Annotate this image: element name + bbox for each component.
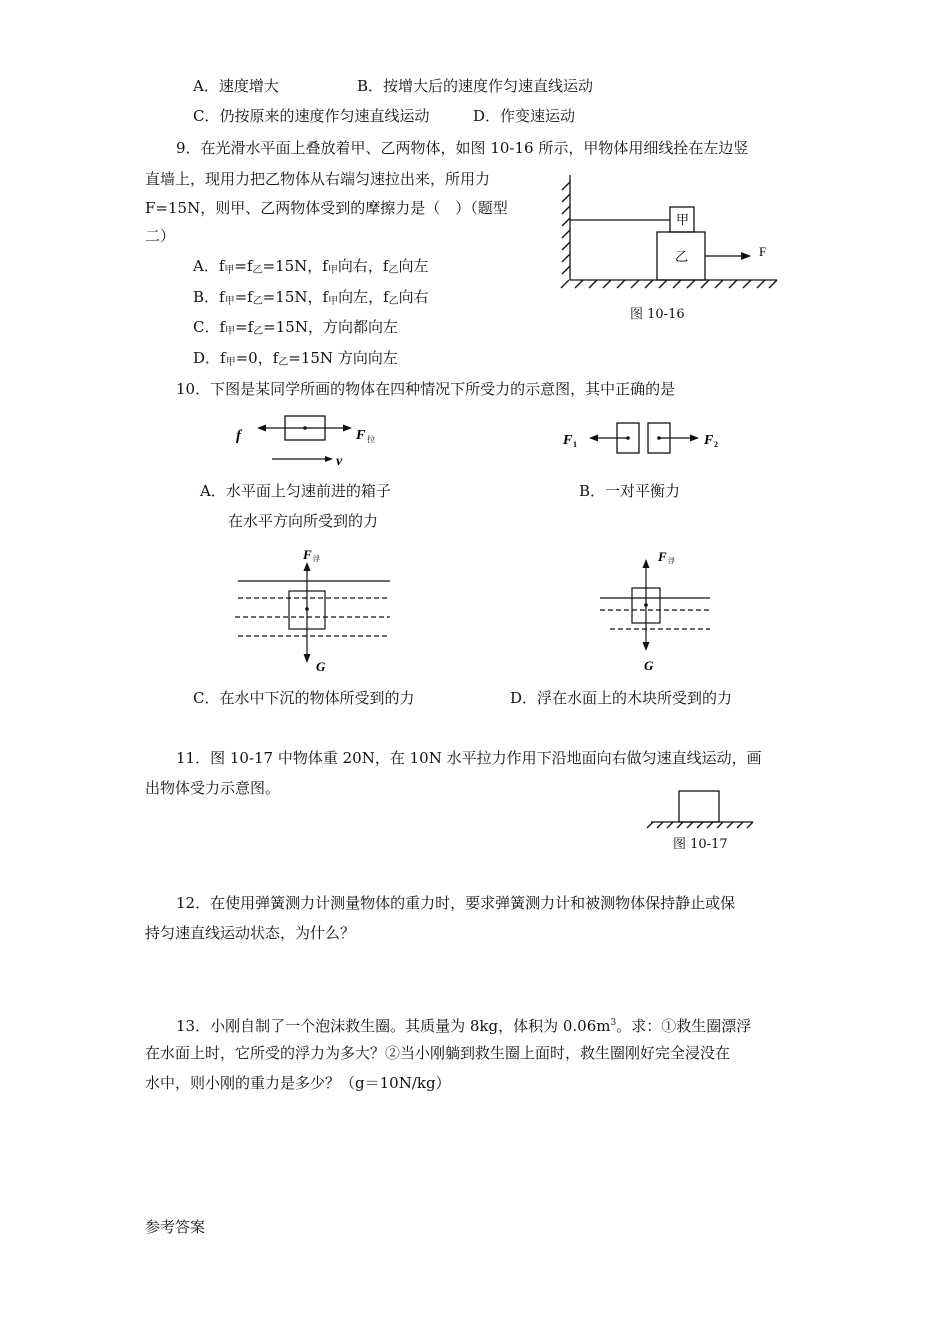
- gravity-arrowhead: [643, 642, 650, 651]
- dot-right: [657, 436, 661, 440]
- q13-stem-line2: 在水面上时，它所受的浮力为多大？②当小刚躺到救生圈上面时，救生圈刚好完全浸没在: [145, 1044, 731, 1062]
- force-f-arrowhead: [741, 252, 751, 260]
- figure-10-16-caption: 图 10-16: [630, 307, 685, 322]
- q9-stem-line1: 9．在光滑水平面上叠放着甲、乙两物体，如图 10-16 所示，甲物体用细线拴在左边竖: [176, 139, 749, 157]
- q9-stem-line2: 直墙上，现用力把乙物体从右端匀速拉出来，所用力: [145, 170, 491, 188]
- buoyancy-arrowhead: [304, 562, 311, 571]
- label-f-buoyancy-sub: 浮: [668, 557, 675, 565]
- label-yi: 乙: [675, 249, 689, 264]
- label-f: F: [759, 244, 767, 259]
- q11-stem-line2: 出物体受力示意图。: [145, 779, 281, 797]
- q12-stem-line1: 12．在使用弹簧测力计测量物体的重力时，要求弹簧测力计和被测物体保持静止或保: [176, 894, 736, 912]
- block: [679, 791, 719, 822]
- label-g: G: [316, 659, 326, 674]
- q10-caption-b: B．一对平衡力: [579, 482, 681, 500]
- buoyancy-arrowhead: [643, 559, 650, 568]
- q13-stem-line3: 水中，则小刚的重力是多少？（g＝10N/kg）: [145, 1074, 451, 1092]
- q10-figure-d: [590, 545, 720, 675]
- q8-option-a: A．速度增大: [193, 77, 279, 95]
- label-v: v: [336, 454, 343, 469]
- label-f2: F: [704, 433, 714, 448]
- q10-caption-c: C．在水中下沉的物体所受到的力: [193, 689, 415, 707]
- center-dot: [305, 607, 309, 611]
- wall-hatch: [562, 182, 570, 274]
- dot-left: [626, 436, 630, 440]
- f1-arrowhead: [589, 435, 598, 442]
- q10-caption-a1: A．水平面上匀速前进的箱子: [200, 482, 391, 500]
- center-dot: [644, 603, 648, 607]
- q12-stem-line2: 持匀速直线运动状态，为什么？: [145, 924, 356, 942]
- q13-stem-line1: 13．小刚自制了一个泡沫救生圈。其质量为 8kg，体积为 $0.06m^3$。求：①救生圈漂浮: [176, 1017, 752, 1035]
- label-f-pull-sub: 拉: [367, 435, 375, 444]
- q8-option-c: C．仍按原来的速度作匀速直线运动: [193, 107, 430, 125]
- gravity-arrowhead: [304, 654, 311, 663]
- center-dot: [303, 426, 307, 430]
- q9-stem-line3: F=15N，则甲、乙两物体受到的摩擦力是（ ）（题型: [145, 199, 508, 217]
- q9-option-b: B．$f_甲=f_乙=15N$，$f_甲$向左，$f_乙$向右: [193, 288, 429, 307]
- label-f-pull: F: [356, 428, 366, 443]
- q9-option-c: C．$f_甲=f_乙=15N$，方向都向左: [193, 318, 398, 337]
- q10-stem: 10．下图是某同学所画的物体在四种情况下所受力的示意图，其中正确的是: [176, 380, 676, 398]
- q9-option-d: D．$f_甲=0$，$f_乙=15N$ 方向向左: [193, 349, 398, 368]
- label-f-buoyancy: F: [303, 547, 312, 562]
- ground-hatch: [647, 822, 753, 828]
- label-f-buoyancy: F: [658, 549, 667, 564]
- q8-option-b: B．按增大后的速度作匀速直线运动: [357, 77, 594, 95]
- q10-caption-d: D．浮在水面上的木块所受到的力: [510, 689, 733, 707]
- label-jia: 甲: [676, 212, 690, 227]
- pull-arrowhead: [343, 425, 352, 432]
- q10-figure-c: [230, 545, 400, 675]
- label-f1-sub: 1: [573, 440, 577, 449]
- figure-10-17: [645, 788, 755, 828]
- q9-stem-line4: 二）: [145, 227, 176, 245]
- q10-figure-b: [560, 418, 730, 458]
- q8-option-d: D．作变速运动: [473, 107, 576, 125]
- label-f2-sub: 2: [714, 440, 718, 449]
- label-f1: F: [563, 433, 573, 448]
- q9-option-a: A．$f_甲=f_乙=15N$，$f_甲$向右，$f_乙$向左: [193, 257, 429, 276]
- label-f-small: f: [236, 428, 241, 444]
- friction-arrowhead: [257, 425, 266, 432]
- q11-stem-line1: 11．图 10-17 中物体重 20N，在 10N 水平拉力作用下沿地面向右做匀速直线运动，画: [176, 749, 762, 767]
- ground-hatch: [561, 280, 777, 288]
- f2-arrowhead: [690, 435, 699, 442]
- label-g: G: [644, 658, 654, 673]
- label-f-buoyancy-sub: 浮: [313, 555, 320, 563]
- answers-heading: 参考答案: [145, 1218, 206, 1236]
- q10-caption-a2: 在水平方向所受到的力: [228, 512, 379, 530]
- q10-figure-a: [230, 410, 400, 470]
- figure-10-17-caption: 图 10-17: [673, 837, 728, 852]
- velocity-arrowhead: [325, 456, 333, 462]
